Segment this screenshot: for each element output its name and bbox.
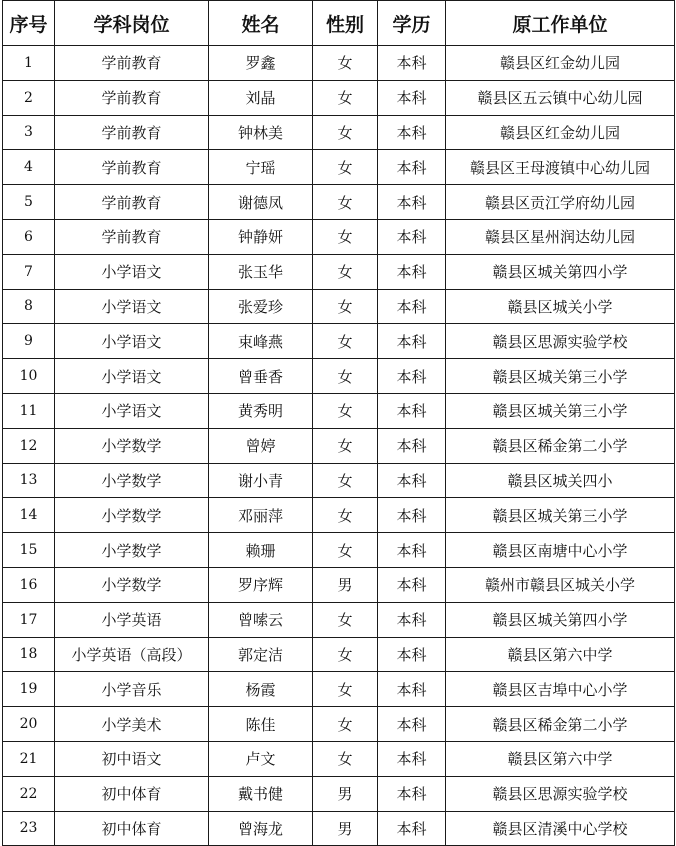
cell-education: 本科 (378, 150, 446, 185)
cell-index: 8 (3, 289, 55, 324)
table-row (3, 811, 675, 846)
header-workplace: 原工作单位 (446, 1, 675, 46)
cell-index: 23 (3, 811, 55, 846)
cell-workplace: 赣县区城关第三小学 (446, 359, 675, 394)
cell-gender: 女 (313, 463, 378, 498)
header-gender: 性别 (313, 1, 378, 46)
cell-name: 戴书健 (209, 776, 313, 811)
cell-gender: 男 (313, 776, 378, 811)
cell-workplace: 赣县区贡江学府幼儿园 (446, 185, 675, 220)
cell-education: 本科 (378, 637, 446, 672)
cell-workplace: 赣县区城关小学 (446, 289, 675, 324)
cell-education: 本科 (378, 254, 446, 289)
cell-education: 本科 (378, 567, 446, 602)
cell-name: 曾垂香 (209, 359, 313, 394)
cell-subject: 小学音乐 (55, 672, 209, 707)
cell-gender: 女 (313, 115, 378, 150)
cell-subject: 小学美术 (55, 707, 209, 742)
cell-index: 4 (3, 150, 55, 185)
table-row (3, 219, 675, 254)
cell-index: 1 (3, 46, 55, 81)
cell-gender: 女 (313, 150, 378, 185)
cell-education: 本科 (378, 115, 446, 150)
cell-education: 本科 (378, 602, 446, 637)
cell-name: 谢小青 (209, 463, 313, 498)
cell-name: 谢德凤 (209, 185, 313, 220)
cell-gender: 女 (313, 672, 378, 707)
cell-gender: 男 (313, 567, 378, 602)
cell-education: 本科 (378, 324, 446, 359)
cell-name: 曾海龙 (209, 811, 313, 846)
cell-name: 卢文 (209, 741, 313, 776)
cell-subject: 学前教育 (55, 150, 209, 185)
cell-name: 郭定洁 (209, 637, 313, 672)
cell-index: 13 (3, 463, 55, 498)
cell-education: 本科 (378, 80, 446, 115)
cell-education: 本科 (378, 776, 446, 811)
cell-subject: 学前教育 (55, 185, 209, 220)
table-row (3, 672, 675, 707)
table-row (3, 428, 675, 463)
cell-education: 本科 (378, 219, 446, 254)
cell-index: 12 (3, 428, 55, 463)
cell-name: 钟林美 (209, 115, 313, 150)
cell-index: 20 (3, 707, 55, 742)
cell-index: 3 (3, 115, 55, 150)
cell-subject: 小学语文 (55, 393, 209, 428)
cell-index: 17 (3, 602, 55, 637)
cell-subject: 初中语文 (55, 741, 209, 776)
cell-subject: 学前教育 (55, 115, 209, 150)
cell-education: 本科 (378, 533, 446, 568)
cell-gender: 女 (313, 219, 378, 254)
cell-gender: 女 (313, 254, 378, 289)
cell-education: 本科 (378, 359, 446, 394)
cell-workplace: 赣县区城关四小 (446, 463, 675, 498)
cell-index: 16 (3, 567, 55, 602)
cell-index: 6 (3, 219, 55, 254)
header-index: 序号 (3, 1, 55, 46)
table-row (3, 324, 675, 359)
cell-subject: 小学数学 (55, 463, 209, 498)
cell-name: 宁瑶 (209, 150, 313, 185)
cell-name: 刘晶 (209, 80, 313, 115)
cell-subject: 学前教育 (55, 46, 209, 81)
cell-name: 赖珊 (209, 533, 313, 568)
cell-gender: 男 (313, 811, 378, 846)
cell-workplace: 赣县区五云镇中心幼儿园 (446, 80, 675, 115)
header-subject: 学科岗位 (55, 1, 209, 46)
table-row (3, 498, 675, 533)
cell-name: 罗鑫 (209, 46, 313, 81)
cell-name: 曾嗦云 (209, 602, 313, 637)
cell-workplace: 赣县区第六中学 (446, 741, 675, 776)
table-row (3, 150, 675, 185)
cell-education: 本科 (378, 811, 446, 846)
staff-table (2, 0, 675, 846)
cell-subject: 小学语文 (55, 254, 209, 289)
cell-name: 张玉华 (209, 254, 313, 289)
table-row (3, 602, 675, 637)
cell-education: 本科 (378, 741, 446, 776)
cell-workplace: 赣县区城关第四小学 (446, 254, 675, 289)
cell-name: 罗序辉 (209, 567, 313, 602)
cell-education: 本科 (378, 498, 446, 533)
cell-education: 本科 (378, 428, 446, 463)
cell-name: 曾婷 (209, 428, 313, 463)
table-row (3, 80, 675, 115)
cell-index: 18 (3, 637, 55, 672)
cell-gender: 女 (313, 393, 378, 428)
cell-workplace: 赣县区城关第四小学 (446, 602, 675, 637)
cell-index: 7 (3, 254, 55, 289)
cell-education: 本科 (378, 185, 446, 220)
table-row (3, 393, 675, 428)
cell-gender: 女 (313, 185, 378, 220)
cell-education: 本科 (378, 672, 446, 707)
cell-workplace: 赣县区城关第三小学 (446, 393, 675, 428)
cell-name: 陈佳 (209, 707, 313, 742)
cell-gender: 女 (313, 498, 378, 533)
cell-workplace: 赣县区星州润达幼儿园 (446, 219, 675, 254)
cell-index: 21 (3, 741, 55, 776)
cell-subject: 小学数学 (55, 498, 209, 533)
cell-gender: 女 (313, 289, 378, 324)
cell-gender: 女 (313, 324, 378, 359)
cell-name: 束峰燕 (209, 324, 313, 359)
cell-name: 黄秀明 (209, 393, 313, 428)
cell-subject: 小学数学 (55, 567, 209, 602)
cell-index: 5 (3, 185, 55, 220)
cell-subject: 初中体育 (55, 776, 209, 811)
cell-name: 邓丽萍 (209, 498, 313, 533)
cell-index: 15 (3, 533, 55, 568)
cell-education: 本科 (378, 463, 446, 498)
header-education: 学历 (378, 1, 446, 46)
header-row (3, 1, 675, 46)
cell-education: 本科 (378, 707, 446, 742)
cell-index: 19 (3, 672, 55, 707)
cell-workplace: 赣县区稀金第二小学 (446, 707, 675, 742)
table-row (3, 185, 675, 220)
cell-workplace: 赣县区稀金第二小学 (446, 428, 675, 463)
cell-index: 9 (3, 324, 55, 359)
cell-index: 10 (3, 359, 55, 394)
table-row (3, 46, 675, 81)
cell-gender: 女 (313, 533, 378, 568)
cell-subject: 小学数学 (55, 428, 209, 463)
cell-subject: 学前教育 (55, 219, 209, 254)
cell-index: 2 (3, 80, 55, 115)
cell-workplace: 赣县区清溪中心学校 (446, 811, 675, 846)
cell-education: 本科 (378, 393, 446, 428)
cell-subject: 小学语文 (55, 324, 209, 359)
cell-name: 杨霞 (209, 672, 313, 707)
cell-name: 钟静妍 (209, 219, 313, 254)
cell-workplace: 赣县区思源实验学校 (446, 324, 675, 359)
cell-subject: 学前教育 (55, 80, 209, 115)
cell-workplace: 赣县区第六中学 (446, 637, 675, 672)
cell-index: 22 (3, 776, 55, 811)
cell-gender: 女 (313, 707, 378, 742)
table-row (3, 707, 675, 742)
cell-subject: 小学英语（高段） (55, 637, 209, 672)
table-row (3, 254, 675, 289)
table-row (3, 359, 675, 394)
cell-gender: 女 (313, 741, 378, 776)
cell-subject: 小学语文 (55, 359, 209, 394)
cell-education: 本科 (378, 289, 446, 324)
cell-gender: 女 (313, 602, 378, 637)
cell-index: 11 (3, 393, 55, 428)
cell-gender: 女 (313, 46, 378, 81)
cell-workplace: 赣县区吉埠中心小学 (446, 672, 675, 707)
table-row (3, 463, 675, 498)
table-row (3, 776, 675, 811)
cell-subject: 小学语文 (55, 289, 209, 324)
cell-subject: 初中体育 (55, 811, 209, 846)
cell-workplace: 赣县区南塘中心小学 (446, 533, 675, 568)
cell-education: 本科 (378, 46, 446, 81)
cell-index: 14 (3, 498, 55, 533)
cell-workplace: 赣县区红金幼儿园 (446, 115, 675, 150)
table-row (3, 637, 675, 672)
table-row (3, 741, 675, 776)
cell-gender: 女 (313, 359, 378, 394)
cell-workplace: 赣县区王母渡镇中心幼儿园 (446, 150, 675, 185)
cell-workplace: 赣县区思源实验学校 (446, 776, 675, 811)
table-row (3, 115, 675, 150)
table-row (3, 567, 675, 602)
cell-workplace: 赣县区红金幼儿园 (446, 46, 675, 81)
cell-subject: 小学英语 (55, 602, 209, 637)
cell-gender: 女 (313, 80, 378, 115)
cell-workplace: 赣州市赣县区城关小学 (446, 567, 675, 602)
cell-gender: 女 (313, 428, 378, 463)
cell-workplace: 赣县区城关第三小学 (446, 498, 675, 533)
header-name: 姓名 (209, 1, 313, 46)
table-row (3, 289, 675, 324)
cell-subject: 小学数学 (55, 533, 209, 568)
cell-gender: 女 (313, 637, 378, 672)
cell-name: 张爱珍 (209, 289, 313, 324)
table-row (3, 533, 675, 568)
